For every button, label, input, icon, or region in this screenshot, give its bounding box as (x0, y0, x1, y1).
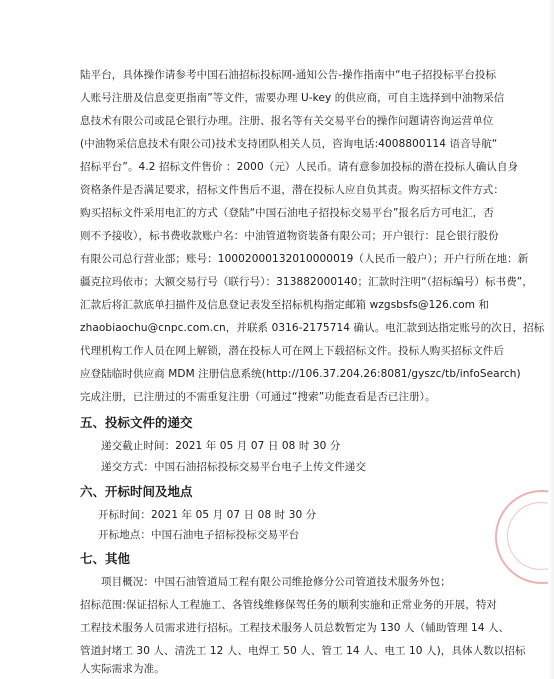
text-line: 疆克拉玛依市；大额交易行号（联行号）：313882000140；汇款时注明“（招标编号）标书费”， (80, 276, 533, 288)
section-heading-submission: 五、投标文件的递交 (80, 415, 193, 430)
submission-deadline: 递交截止时间：2021 年 05 月 07 日 08 时 30 分 (101, 440, 341, 452)
scope-line: 人实际需求为准。 (80, 663, 165, 675)
scan-edge-shadow (548, 0, 554, 679)
text-line: 陆平台，具体操作请参考中国石油招标投标网-通知公告-操作指南中“电子招投标平台投标 (80, 69, 497, 81)
text-line: 购买招标文件采用电汇的方式（登陆“中国石油电子招投标交易平台”报名后方可电汇，否 (80, 207, 494, 219)
text-line: 有限公司总行营业部；账号：10002000132010000019（人民币一般户）；开户行所在地：新 (80, 253, 529, 265)
opening-time: 开标时间：2021 年 05 月 07 日 08 时 30 分 (98, 509, 317, 521)
text-line: 代理机构工作人员在网上解锁，潜在投标人可在网上下载招标文件。投标人购买招标文件后 (80, 345, 504, 357)
text-line: (中油物采信息技术有限公司)技术支持团队相关人员，咨询电话:4008800114 语音导航“ (80, 138, 498, 150)
text-line: 应登陆临时供应商 MDM 注册信息系统(http://106.37.204.26:8081/gyszc/tb/infoSearch) (80, 368, 521, 380)
project-overview: 项目概况：中国石油管道局工程有限公司维抢修分公司管道技术服务外包； (101, 576, 451, 588)
text-line: 招标平台”。4.2 招标文件售价 ：2000（元）人民币。请有意参加投标的潜在投标人确认自身 (80, 161, 519, 173)
text-line: 息技术有限公司或昆仑银行办理。注册、报名等有关交易平台的操作问题请咨询运营单位 (80, 115, 494, 127)
text-line: 则不予接收），标书费收款账户名：中油管道物资装备有限公司；开户银行：昆仑银行股份 (80, 230, 499, 242)
seal-inner-ring (507, 502, 554, 570)
text-line: 资格条件是否满足要求，招标文件售后不退，潜在投标人应自负其责。购买招标文件方式： (80, 184, 504, 196)
submission-method: 递交方式：中国石油招标投标交易平台电子上传文件递交 (101, 461, 366, 473)
text-line: zhaobiaochu@cnpc.com.cn，并联系 0316-2175714 确认。电汇款到达指定账号的次日，招标 (80, 322, 545, 334)
scope-line: 工程技术服务人员需求进行招标。工程技术服务人员总数暂定为 130 人（辅助管理 14 人、 (80, 622, 510, 634)
text-line: 汇款后将汇款底单扫描件及信息登记表发至招标机构指定邮箱 wzgsbsfs@126.com 和 (80, 299, 490, 311)
section-heading-other: 七、其他 (80, 551, 131, 566)
scope-line: 管道封堵工 30 人、清洗工 12 人、电焊工 50 人、管工 14 人、电工 10 人)，具体人数以招标 (80, 645, 526, 657)
section-heading-opening: 六、开标时间及地点 (80, 484, 193, 499)
opening-place: 开标地点：中国石油电子招标投标交易平台 (98, 529, 300, 541)
text-line: 完成注册，已注册过的不需重复注册（可通过“搜索”功能查看是否已注册）。 (80, 391, 436, 403)
scope-line: 招标范围:保证招标人工程施工、各管线维修保驾任务的顺利实施和正常业务的开展，特对 (80, 599, 498, 611)
text-line: 人账号注册及信息变更指南”等文件，需要办理 U-key 的供应商，可自主选择到中油物采信 (80, 92, 505, 104)
seal-stamp (495, 490, 554, 584)
